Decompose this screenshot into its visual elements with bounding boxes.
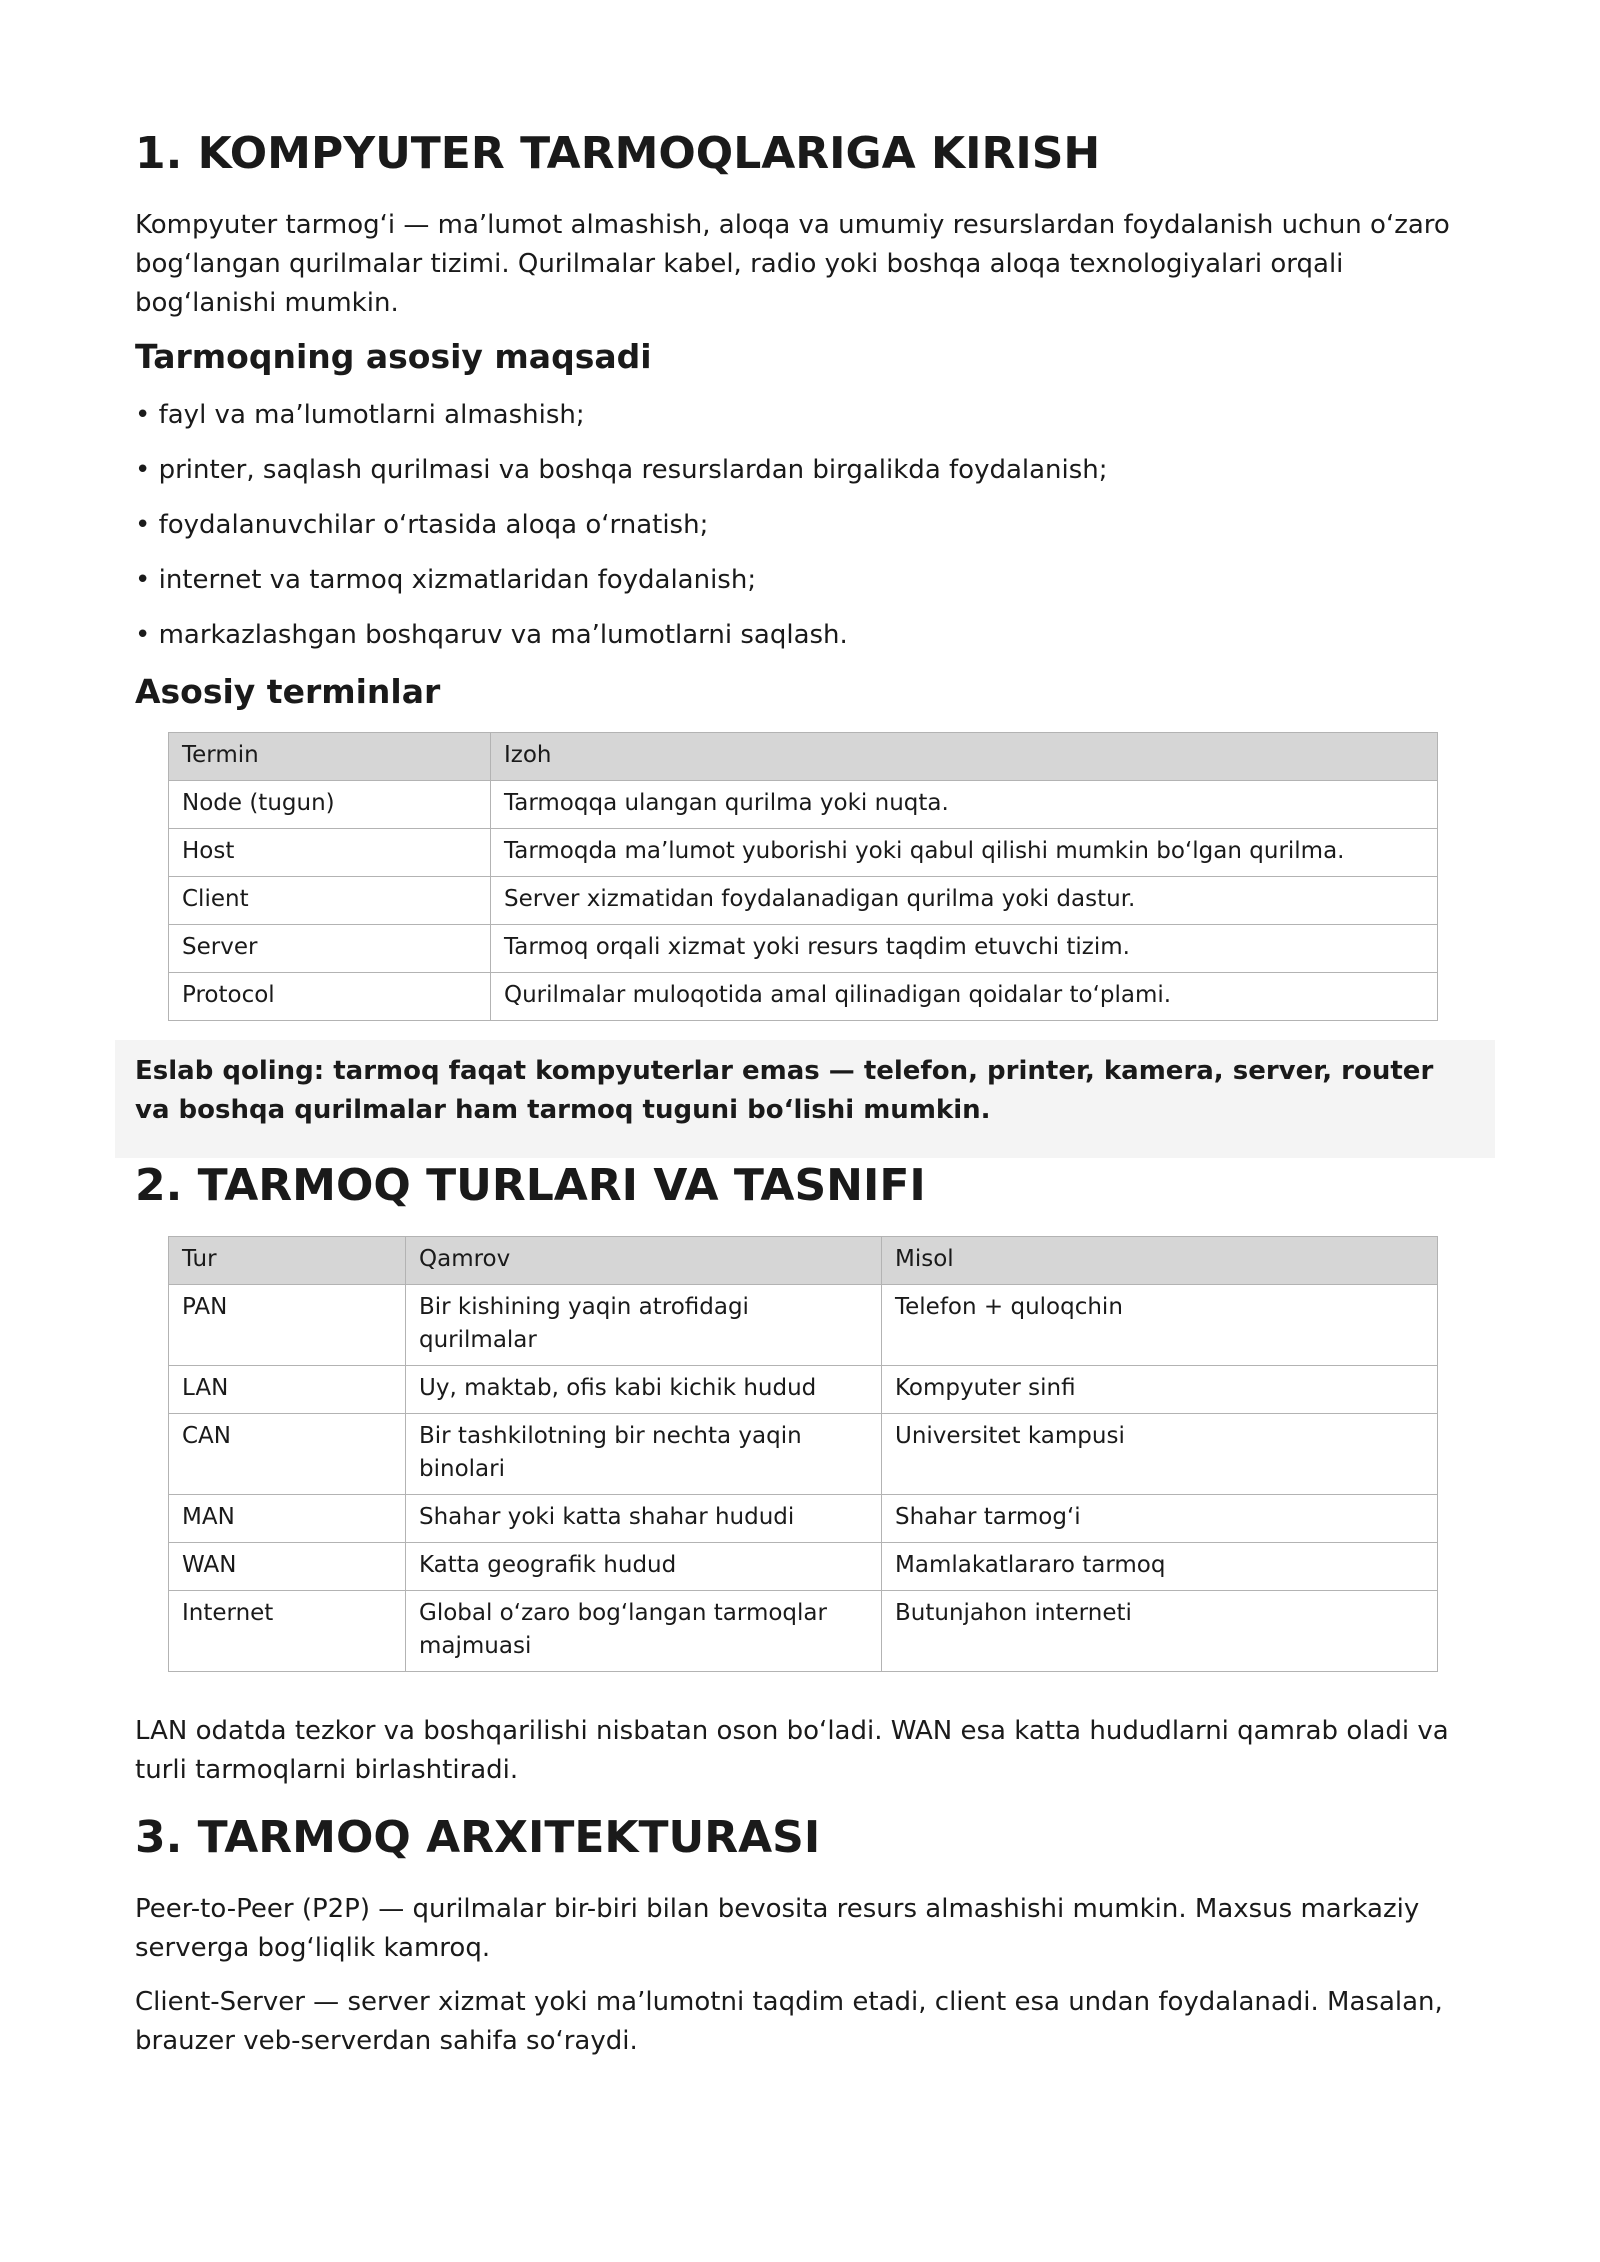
table-cell: Bir kishining yaqin atrofidagi qurilmalar xyxy=(406,1285,882,1366)
table-row xyxy=(169,973,1438,1021)
list-item: • internet va tarmoq xizmatlaridan foydalanish; xyxy=(135,565,757,595)
table-cell: Tarmoq orqali xizmat yoki resurs taqdim etuvchi tizim. xyxy=(491,925,1438,973)
table-cell: Host xyxy=(169,829,491,877)
section-2-summary: LAN odatda tezkor va boshqarilishi nisbatan oson bo‘ladi. WAN esa katta hududlarni qamrab oladi va turli tarmoqlarni birlashtiradi. xyxy=(135,1716,1449,1785)
table-header-row xyxy=(169,1237,1438,1285)
table-cell: WAN xyxy=(169,1543,406,1591)
list-item: • fayl va ma’lumotlarni almashish; xyxy=(135,400,585,430)
purpose-heading: Tarmoqning asosiy maqsadi xyxy=(135,337,652,376)
table-row xyxy=(169,1414,1438,1495)
table-row xyxy=(169,1366,1438,1414)
table-row xyxy=(169,1591,1438,1672)
column-header: Qamrov xyxy=(406,1237,882,1285)
list-item: • foydalanuvchilar o‘rtasida aloqa o‘rnatish; xyxy=(135,510,709,540)
table-cell: MAN xyxy=(169,1495,406,1543)
table-cell: Uy, maktab, ofis kabi kichik hudud xyxy=(406,1366,882,1414)
reminder-note xyxy=(115,1040,1495,1158)
list-item: • markazlashgan boshqaruv va ma’lumotlarni saqlash. xyxy=(135,620,848,650)
table-cell: Client xyxy=(169,877,491,925)
table-row xyxy=(169,877,1438,925)
table-row xyxy=(169,781,1438,829)
table-cell: Tarmoqqa ulangan qurilma yoki nuqta. xyxy=(491,781,1438,829)
section-3-title: 3. TARMOQ ARXITEKTURASI xyxy=(135,1812,821,1863)
table-row xyxy=(169,829,1438,877)
section-1-title: 1. KOMPYUTER TARMOQLARIGA KIRISH xyxy=(135,128,1101,179)
table-header-row xyxy=(169,733,1438,781)
table-cell: Butunjahon interneti xyxy=(882,1591,1438,1672)
section-2-title: 2. TARMOQ TURLARI VA TASNIFI xyxy=(135,1160,926,1211)
table-cell: CAN xyxy=(169,1414,406,1495)
column-header: Izoh xyxy=(491,733,1438,781)
column-header: Misol xyxy=(882,1237,1438,1285)
table-cell: Shahar tarmog‘i xyxy=(882,1495,1438,1543)
table-row xyxy=(169,1543,1438,1591)
column-header: Termin xyxy=(169,733,491,781)
table-cell: LAN xyxy=(169,1366,406,1414)
table-row xyxy=(169,1285,1438,1366)
table-cell: Mamlakatlararo tarmoq xyxy=(882,1543,1438,1591)
table-row xyxy=(169,925,1438,973)
table-cell: Tarmoqda ma’lumot yuborishi yoki qabul qilishi mumkin bo‘lgan qurilma. xyxy=(491,829,1438,877)
table-cell: Protocol xyxy=(169,973,491,1021)
table-cell: Internet xyxy=(169,1591,406,1672)
table-cell: Katta geografik hudud xyxy=(406,1543,882,1591)
table-cell: Kompyuter sinfi xyxy=(882,1366,1438,1414)
list-item: • printer, saqlash qurilmasi va boshqa resurslardan birgalikda foydalanish; xyxy=(135,455,1108,485)
network-types-table xyxy=(168,1236,1438,1672)
table-cell: Server xyxy=(169,925,491,973)
table-cell: Universitet kampusi xyxy=(882,1414,1438,1495)
table-cell: Global o‘zaro bog‘langan tarmoqlar majmuasi xyxy=(406,1591,882,1672)
column-header: Tur xyxy=(169,1237,406,1285)
table-cell: Bir tashkilotning bir nechta yaqin binolari xyxy=(406,1414,882,1495)
table-cell: Telefon + quloqchin xyxy=(882,1285,1438,1366)
reminder-note-text: Eslab qoling: tarmoq faqat kompyuterlar emas — telefon, printer, kamera, server, router va boshqa qurilmalar ham tarmoq tuguni bo‘lishi mumkin. xyxy=(135,1056,1434,1125)
table-cell: Qurilmalar muloqotida amal qilinadigan qoidalar to‘plami. xyxy=(491,973,1438,1021)
client-server-paragraph: Client-Server — server xizmat yoki ma’lumotni taqdim etadi, client esa undan foydalanadi. Masalan, brauzer veb-serverdan sahifa so‘raydi. xyxy=(135,1987,1443,2056)
section-1-intro: Kompyuter tarmog‘i — ma’lumot almashish, aloqa va umumiy resurslardan foydalanish uchun o‘zaro bog‘langan qurilmalar tizimi. Qurilmalar kabel, radio yoki boshqa aloqa texnologiyalari orqali bog‘lanishi mumkin. xyxy=(135,210,1450,318)
terms-heading: Asosiy terminlar xyxy=(135,672,441,711)
table-cell: Shahar yoki katta shahar hududi xyxy=(406,1495,882,1543)
table-cell: PAN xyxy=(169,1285,406,1366)
terms-table xyxy=(168,732,1438,1021)
table-row xyxy=(169,1495,1438,1543)
table-cell: Node (tugun) xyxy=(169,781,491,829)
table-cell: Server xizmatidan foydalanadigan qurilma yoki dastur. xyxy=(491,877,1438,925)
p2p-paragraph: Peer-to-Peer (P2P) — qurilmalar bir-biri bilan bevosita resurs almashishi mumkin. Maxsus markaziy serverga bog‘liqlik kamroq. xyxy=(135,1894,1420,1963)
